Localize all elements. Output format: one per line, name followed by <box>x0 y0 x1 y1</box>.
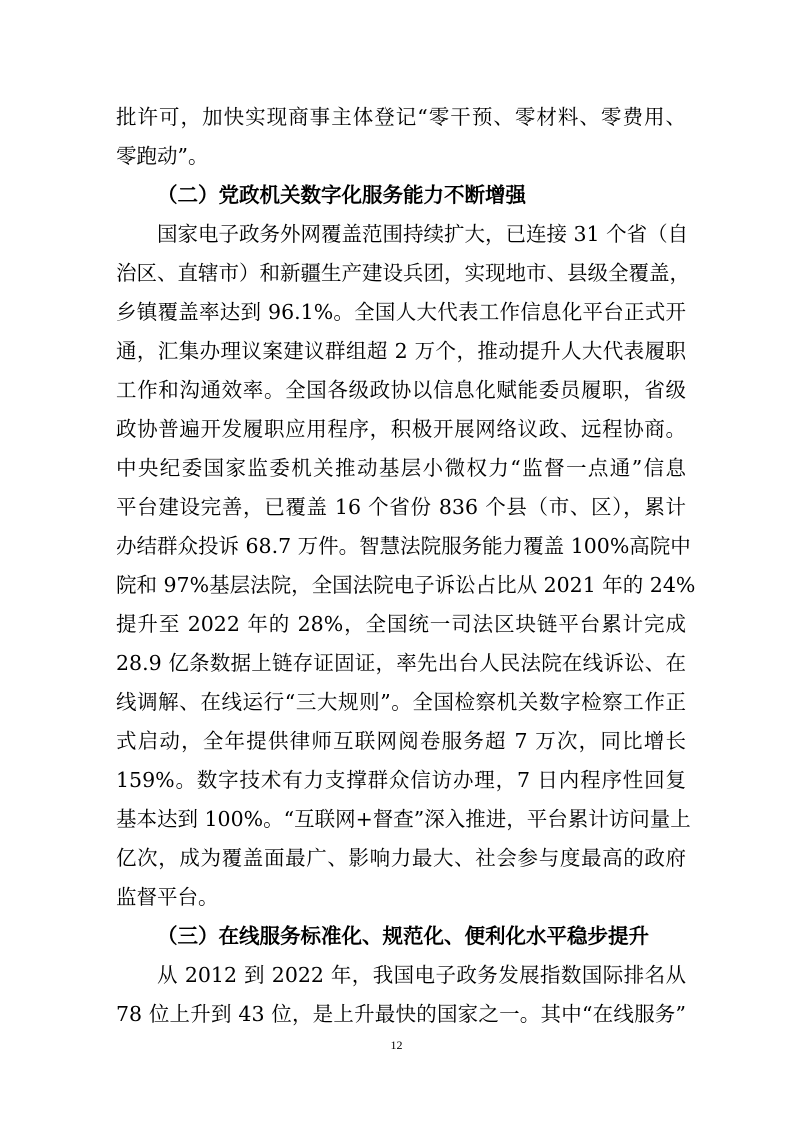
body-text-line: 国家电子政务外网覆盖范围持续扩大，已连接 31 个省（自 <box>157 222 689 246</box>
body-text-line: 中央纪委国家监委机关推动基层小微权力“监督一点通”信息 <box>116 456 686 480</box>
body-text-line: 批许可，加快实现商事主体登记“零干预、零材料、零费用、 <box>116 105 686 129</box>
body-text-line: 提升至 2022 年的 28%，全国统一司法区块链平台累计完成 <box>116 612 686 636</box>
body-text-line: 乡镇覆盖率达到 96.1%。全国人大代表工作信息化平台正式开 <box>116 300 686 324</box>
body-text-line: 式启动，全年提供律师互联网阅卷服务超 7 万次，同比增长 <box>116 729 686 753</box>
page-number: 12 <box>390 1038 403 1052</box>
body-text-line: 线调解、在线运行“三大规则”。全国检察机关数字检察工作正 <box>116 690 686 714</box>
body-text-line: 78 位上升到 43 位，是上升最快的国家之一。其中“在线服务” <box>116 1002 686 1026</box>
body-text-line: 治区、直辖市）和新疆生产建设兵团，实现地市、县级全覆盖， <box>116 261 690 285</box>
body-text-line: 监督平台。 <box>116 885 219 909</box>
body-text-line: 零跑动”。 <box>116 144 209 168</box>
body-text-line: 平台建设完善，已覆盖 16 个省份 836 个县（市、区），累计 <box>116 495 686 519</box>
body-text-line: 基本达到 100%。“互联网+督查”深入推进，平台累计访问量上 <box>116 807 691 831</box>
body-text-line: 28.9 亿条数据上链存证固证，率先出台人民法院在线诉讼、在 <box>116 651 686 675</box>
body-text-line: 亿次，成为覆盖面最广、影响力最大、社会参与度最高的政府 <box>116 846 686 870</box>
body-text-line: 办结群众投诉 68.7 万件。智慧法院服务能力覆盖 100%高院中 <box>116 534 691 558</box>
body-text-line: 通，汇集办理议案建议群组超 2 万个，推动提升人大代表履职 <box>116 339 686 363</box>
body-text-line: 从 2012 到 2022 年，我国电子政务发展指数国际排名从 <box>157 963 686 987</box>
body-text-line: 政协普遍开发履职应用程序，积极开展网络议政、远程协商。 <box>116 417 686 441</box>
body-text-line: 159%。数字技术有力支撑群众信访办理，7 日内程序性回复 <box>116 768 686 792</box>
section-heading: （二）党政机关数字化服务能力不断增强 <box>157 183 526 207</box>
body-text-line: 工作和沟通效率。全国各级政协以信息化赋能委员履职，省级 <box>116 378 686 402</box>
body-text-line: 院和 97%基层法院，全国法院电子诉讼占比从 2021 年的 24% <box>116 573 696 597</box>
section-heading: （三）在线服务标准化、规范化、便利化水平稳步提升 <box>157 924 649 948</box>
